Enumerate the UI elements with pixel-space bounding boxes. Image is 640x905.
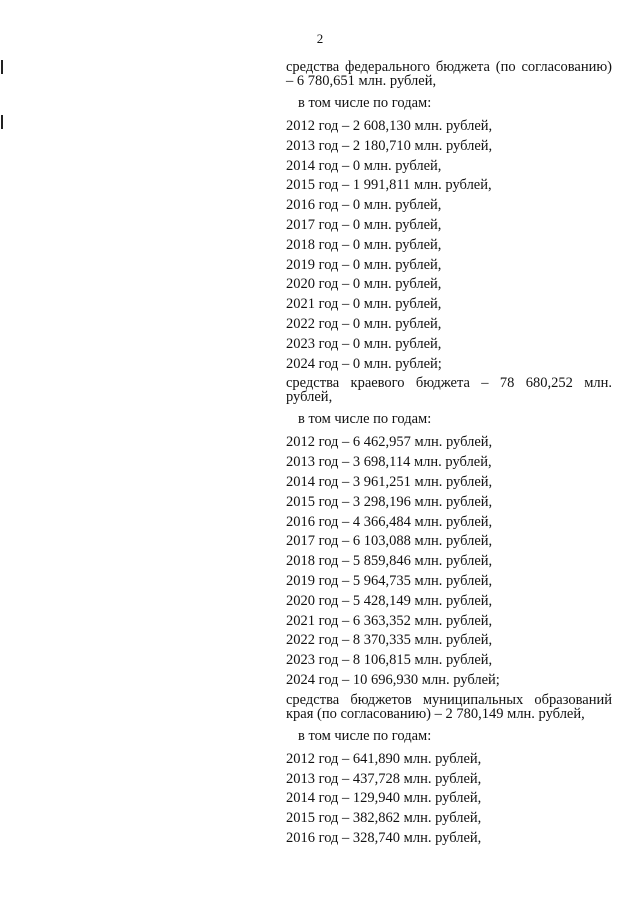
year-line: 2012 год – 641,890 млн. рублей, [286, 750, 482, 767]
year-line: 2024 год – 0 млн. рублей; [286, 355, 442, 372]
year-line: 2013 год – 3 698,114 млн. рублей, [286, 454, 492, 471]
year-line: 2016 год – 4 366,484 млн. рублей, [286, 513, 493, 530]
year-line: 2016 год – 328,740 млн. рублей, [286, 829, 482, 846]
year-line: 2017 год – 0 млн. рублей, [286, 216, 442, 233]
year-line: 2021 год – 0 млн. рублей, [286, 296, 442, 313]
year-line: 2014 год – 3 961,251 млн. рублей, [286, 473, 493, 490]
regional-years-list [286, 433, 612, 690]
scan-mark-top [1, 60, 3, 74]
document-body [286, 60, 612, 849]
regional-years-intro: в том числе по годам: [298, 411, 432, 428]
year-line: 2020 год – 5 428,149 млн. рублей, [286, 592, 493, 609]
year-line: 2012 год – 2 608,130 млн. рублей, [286, 118, 493, 134]
year-line: 2023 год – 8 106,815 млн. рублей, [286, 652, 493, 669]
year-line: 2023 год – 0 млн. рублей, [286, 335, 442, 352]
year-line: 2022 год – 0 млн. рублей, [286, 315, 442, 332]
year-line: 2015 год – 1 991,811 млн. рублей, [286, 177, 492, 194]
year-line: 2018 год – 0 млн. рублей, [286, 236, 442, 253]
year-line: 2018 год – 5 859,846 млн. рублей, [286, 553, 493, 570]
year-line: 2014 год – 0 млн. рублей, [286, 157, 442, 174]
year-line: 2015 год – 382,862 млн. рублей, [286, 810, 482, 827]
municipal-budget-section [286, 693, 612, 849]
regional-budget-section [286, 376, 612, 690]
year-line: 2015 год – 3 298,196 млн. рублей, [286, 493, 493, 510]
regional-budget-header: средства краевого бюджета – 78 680,252 млн. рублей, [286, 375, 612, 406]
year-line: 2013 год – 2 180,710 млн. рублей, [286, 137, 493, 154]
year-line: 2013 год – 437,728 млн. рублей, [286, 770, 482, 787]
federal-years-list [286, 117, 612, 374]
year-line: 2019 год – 5 964,735 млн. рублей, [286, 572, 493, 589]
year-line: 2014 год – 129,940 млн. рублей, [286, 790, 482, 807]
municipal-years-list [286, 750, 612, 849]
year-line: 2012 год – 6 462,957 млн. рублей, [286, 434, 493, 451]
year-line: 2022 год – 8 370,335 млн. рублей, [286, 632, 493, 649]
year-line: 2016 год – 0 млн. рублей, [286, 197, 442, 214]
page-number: 2 [316, 31, 324, 46]
year-line: 2024 год – 10 696,930 млн. рублей; [286, 671, 500, 688]
municipal-budget-header: средства бюджетов муниципальных образований края (по согласованию) – 2 780,149 млн. рублей, [286, 691, 612, 722]
federal-budget-header: средства федерального бюджета (по согласованию) – 6 780,651 млн. рублей, [286, 59, 612, 89]
scan-mark-bottom [1, 115, 3, 129]
federal-budget-section [286, 60, 612, 374]
year-line: 2019 год – 0 млн. рублей, [286, 256, 442, 273]
municipal-years-intro: в том числе по годам: [298, 727, 432, 744]
year-line: 2020 год – 0 млн. рублей, [286, 276, 442, 293]
federal-years-intro: в том числе по годам: [298, 95, 432, 111]
year-line: 2017 год – 6 103,088 млн. рублей, [286, 533, 493, 550]
year-line: 2021 год – 6 363,352 млн. рублей, [286, 612, 493, 629]
